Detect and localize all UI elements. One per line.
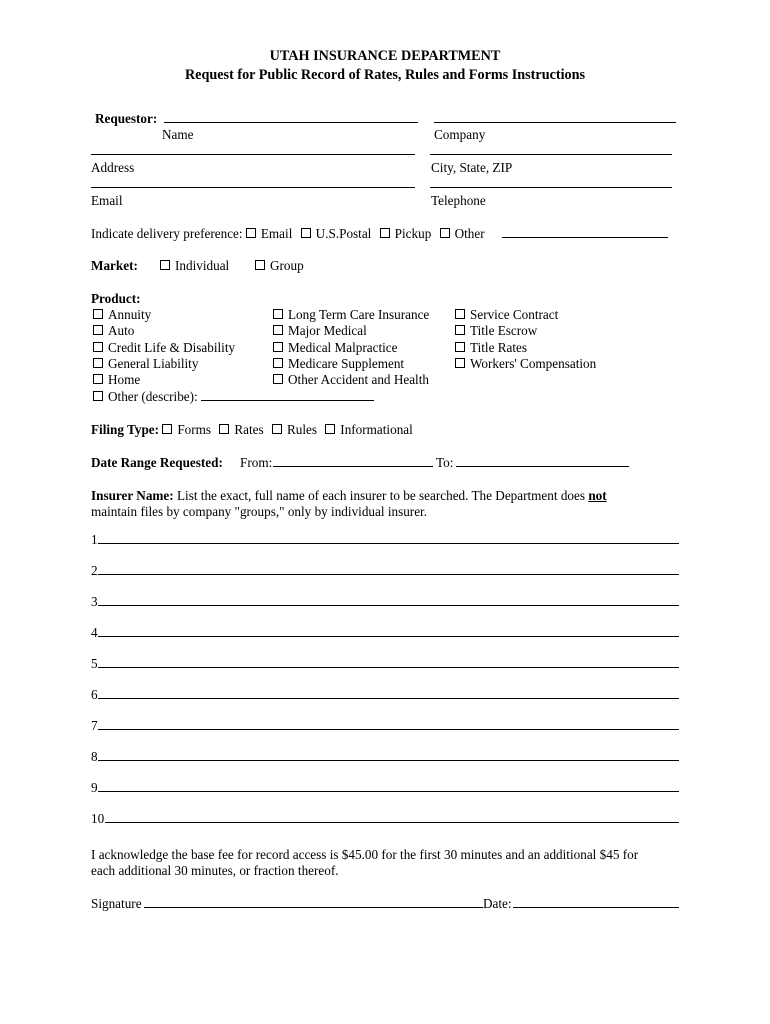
checkbox-icon[interactable]: [325, 424, 335, 434]
checkbox-icon[interactable]: [455, 358, 465, 368]
product-option-auto[interactable]: Auto: [93, 323, 134, 339]
checkbox-icon[interactable]: [160, 260, 170, 270]
product-option-medical-malpractice[interactable]: Medical Malpractice: [273, 340, 397, 356]
insurer-row-6-field[interactable]: [98, 698, 679, 699]
checkbox-icon[interactable]: [440, 228, 450, 238]
insurer-row-number: 5: [91, 656, 98, 671]
date-label: Date:: [483, 896, 512, 911]
email-field[interactable]: [91, 187, 415, 188]
product-other-field[interactable]: [201, 400, 374, 401]
filing-type-row: [91, 422, 413, 438]
signature-field[interactable]: [144, 907, 483, 908]
checkbox-icon[interactable]: [246, 228, 256, 238]
delivery-option-other[interactable]: Other: [440, 226, 485, 241]
product-option-long-term-care[interactable]: Long Term Care Insurance: [273, 307, 429, 323]
insurer-row-number: 3: [91, 594, 98, 609]
product-option-service-contract[interactable]: Service Contract: [455, 307, 558, 323]
checkbox-icon[interactable]: [455, 309, 465, 319]
fee-acknowledgment-line1: I acknowledge the base fee for record access is $45.00 for the first 30 minutes and an additional $45 for: [91, 847, 639, 862]
checkbox-icon[interactable]: [93, 342, 103, 352]
market-label: Market:: [91, 258, 138, 273]
delivery-other-field[interactable]: [502, 237, 668, 238]
checkbox-icon[interactable]: [93, 374, 103, 384]
name-label: Name: [162, 127, 194, 142]
insurer-row-9-field[interactable]: [98, 791, 679, 792]
delivery-preference-row: [91, 226, 485, 242]
filing-type-rates[interactable]: Rates: [219, 422, 263, 437]
date-from-field[interactable]: [273, 466, 433, 467]
checkbox-icon[interactable]: [273, 358, 283, 368]
insurer-row-number: 9: [91, 780, 98, 795]
date-to-field[interactable]: [456, 466, 629, 467]
date-to-label: To:: [436, 455, 454, 470]
date-from-label: From:: [240, 455, 273, 470]
requestor-label: Requestor:: [95, 111, 158, 126]
insurer-row-2-field[interactable]: [98, 574, 679, 575]
address-field[interactable]: [91, 154, 415, 155]
telephone-label: Telephone: [431, 193, 486, 208]
product-option-title-rates[interactable]: Title Rates: [455, 340, 527, 356]
checkbox-icon[interactable]: [301, 228, 311, 238]
signature-label: Signature: [91, 896, 142, 911]
filing-type-rules[interactable]: Rules: [272, 422, 317, 437]
insurer-row-number: 10: [91, 811, 105, 826]
product-option-credit-life[interactable]: Credit Life & Disability: [93, 340, 235, 356]
delivery-option-us-postal[interactable]: U.S.Postal: [301, 226, 372, 241]
insurer-row-number: 8: [91, 749, 98, 764]
filing-type-informational[interactable]: Informational: [325, 422, 413, 437]
delivery-option-email[interactable]: Email: [246, 226, 293, 241]
product-option-annuity[interactable]: Annuity: [93, 307, 151, 323]
company-field[interactable]: [434, 122, 676, 123]
page-title: UTAH INSURANCE DEPARTMENT: [269, 48, 501, 64]
signature-date-field[interactable]: [513, 907, 679, 908]
product-option-home[interactable]: Home: [93, 372, 140, 388]
insurer-row-10-field[interactable]: [105, 822, 679, 823]
product-option-other[interactable]: Other (describe):: [93, 389, 198, 405]
market-option-group[interactable]: Group: [255, 258, 304, 274]
checkbox-icon[interactable]: [255, 260, 265, 270]
checkbox-icon[interactable]: [455, 325, 465, 335]
checkbox-icon[interactable]: [380, 228, 390, 238]
insurer-row-1-field[interactable]: [98, 543, 679, 544]
insurer-row-number: 1: [91, 532, 98, 547]
checkbox-icon[interactable]: [162, 424, 172, 434]
insurer-row-7-field[interactable]: [98, 729, 679, 730]
insurer-row-8-field[interactable]: [98, 760, 679, 761]
product-option-title-escrow[interactable]: Title Escrow: [455, 323, 537, 339]
checkbox-icon[interactable]: [219, 424, 229, 434]
insurer-name-label: Insurer Name:: [91, 488, 174, 503]
filing-type-forms[interactable]: Forms: [162, 422, 211, 437]
city-state-zip-field[interactable]: [430, 154, 672, 155]
page-subtitle: Request for Public Record of Rates, Rules and Forms Instructions: [184, 67, 586, 83]
checkbox-icon[interactable]: [93, 309, 103, 319]
checkbox-icon[interactable]: [273, 325, 283, 335]
email-label: Email: [91, 193, 123, 208]
product-option-other-accident-health[interactable]: Other Accident and Health: [273, 372, 429, 388]
telephone-field[interactable]: [430, 187, 672, 188]
checkbox-icon[interactable]: [272, 424, 282, 434]
insurer-row-number: 2: [91, 563, 98, 578]
filing-type-label: Filing Type:: [91, 422, 160, 437]
insurer-instructions-line1: Insurer Name: List the exact, full name of each insurer to be searched. The Department does not: [91, 488, 607, 503]
delivery-option-pickup[interactable]: Pickup: [380, 226, 432, 241]
insurer-row-number: 4: [91, 625, 98, 640]
fee-acknowledgment-line2: each additional 30 minutes, or fraction thereof.: [91, 863, 339, 878]
checkbox-icon[interactable]: [455, 342, 465, 352]
checkbox-icon[interactable]: [93, 358, 103, 368]
product-label: Product:: [91, 291, 141, 306]
checkbox-icon[interactable]: [273, 374, 283, 384]
product-option-general-liability[interactable]: General Liability: [93, 356, 198, 372]
insurer-row-5-field[interactable]: [98, 667, 679, 668]
checkbox-icon[interactable]: [273, 309, 283, 319]
checkbox-icon[interactable]: [273, 342, 283, 352]
product-option-workers-compensation[interactable]: Workers' Compensation: [455, 356, 596, 372]
emphasis-not: not: [588, 488, 607, 503]
city-state-zip-label: City, State, ZIP: [431, 160, 513, 175]
market-option-individual[interactable]: Individual: [160, 258, 229, 274]
address-label: Address: [91, 160, 135, 175]
insurer-row-number: 6: [91, 687, 98, 702]
checkbox-icon[interactable]: [93, 325, 103, 335]
insurer-row-3-field[interactable]: [98, 605, 679, 606]
name-field[interactable]: [164, 122, 418, 123]
date-range-label: Date Range Requested:: [91, 455, 223, 470]
insurer-row-4-field[interactable]: [98, 636, 679, 637]
delivery-preference-label: Indicate delivery preference:: [91, 226, 243, 241]
insurer-instructions-line2: maintain files by company "groups," only by individual insurer.: [91, 504, 428, 519]
insurer-row-number: 7: [91, 718, 98, 733]
checkbox-icon[interactable]: [93, 391, 103, 401]
product-option-medicare-supplement[interactable]: Medicare Supplement: [273, 356, 404, 372]
product-option-major-medical[interactable]: Major Medical: [273, 323, 367, 339]
company-label: Company: [434, 127, 486, 142]
